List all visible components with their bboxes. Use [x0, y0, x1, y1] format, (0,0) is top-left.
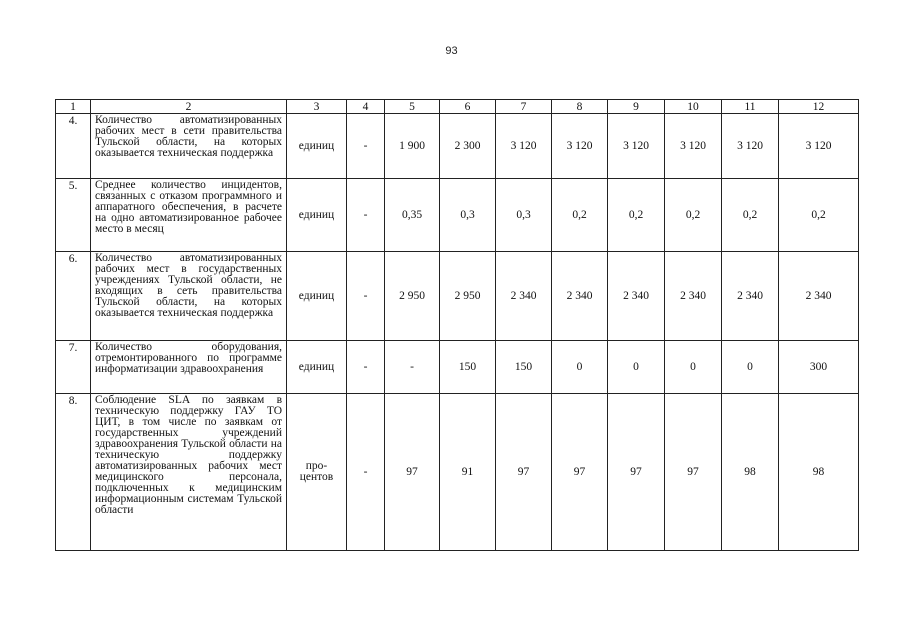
- column-number: 3: [287, 100, 347, 114]
- value-cell: 3 120: [496, 114, 552, 179]
- value-cell: 0: [665, 341, 722, 394]
- indicator-name: Соблюдение SLA по заявкам в техническую поддержку ГАУ ТО ЦИТ, в том числе по заявкам от государственных учреждений здравоохранения Тульской области на техническую поддержку автоматизированных рабочих мест медицинского персонала, подключенных к медицинским информационным системам Тульской области: [91, 394, 287, 551]
- value-cell: 0,3: [496, 179, 552, 252]
- base-value-cell: -: [347, 252, 385, 341]
- column-number: 2: [91, 100, 287, 114]
- value-cell: 98: [722, 394, 779, 551]
- unit-cell: [287, 394, 347, 551]
- table-row: [56, 252, 859, 341]
- indicator-name: Среднее количество инцидентов, связанных с отказом программного и аппаратного обеспечения, в расчете на одно автоматизированное рабочее место в месяц: [91, 179, 287, 252]
- value-cell: 0,2: [552, 179, 608, 252]
- value-cell: 2 340: [779, 252, 859, 341]
- value-cell: 0,3: [440, 179, 496, 252]
- value-cell: 2 340: [722, 252, 779, 341]
- unit-line-1: про-: [305, 460, 328, 472]
- value-cell: 97: [665, 394, 722, 551]
- value-cell: 0: [608, 341, 665, 394]
- value-cell: 0: [722, 341, 779, 394]
- unit-cell: единиц: [287, 179, 347, 252]
- indicator-name: Количество автоматизированных рабочих мест в государственных учреждениях Тульской области, не входящих в сеть правительства Тульской области, на которых оказывается техническая поддержка: [91, 252, 287, 341]
- value-cell: 300: [779, 341, 859, 394]
- value-cell: 0: [552, 341, 608, 394]
- base-value-cell: -: [347, 341, 385, 394]
- value-cell: 0,2: [779, 179, 859, 252]
- value-cell: 2 950: [385, 252, 440, 341]
- indicator-name: Количество автоматизированных рабочих мест в сети правительства Тульской области, на которых оказывается техническая поддержка: [91, 114, 287, 179]
- row-number: 7.: [56, 341, 91, 394]
- column-number: 7: [496, 100, 552, 114]
- table-row: [56, 394, 859, 551]
- value-cell: 2 340: [608, 252, 665, 341]
- indicator-name: Количество оборудования, отремонтированного по программе информатизации здравоохранения: [91, 341, 287, 394]
- value-cell: -: [385, 341, 440, 394]
- value-cell: 3 120: [722, 114, 779, 179]
- value-cell: 97: [608, 394, 665, 551]
- unit-cell: единиц: [287, 252, 347, 341]
- value-cell: 3 120: [779, 114, 859, 179]
- column-number: 12: [779, 100, 859, 114]
- column-number: 1: [56, 100, 91, 114]
- value-cell: 2 340: [665, 252, 722, 341]
- value-cell: 3 120: [608, 114, 665, 179]
- value-cell: 150: [440, 341, 496, 394]
- value-cell: 2 300: [440, 114, 496, 179]
- value-cell: 0,2: [608, 179, 665, 252]
- table-row: [56, 179, 859, 252]
- table-row: [56, 114, 859, 179]
- base-value-cell: -: [347, 179, 385, 252]
- column-number: 5: [385, 100, 440, 114]
- value-cell: 1 900: [385, 114, 440, 179]
- base-value-cell: -: [347, 394, 385, 551]
- unit-line-2: центов: [299, 471, 334, 483]
- row-number: 8.: [56, 394, 91, 551]
- value-cell: 2 950: [440, 252, 496, 341]
- value-cell: 97: [552, 394, 608, 551]
- value-cell: 91: [440, 394, 496, 551]
- row-number: 4.: [56, 114, 91, 179]
- row-number: 5.: [56, 179, 91, 252]
- value-cell: 97: [385, 394, 440, 551]
- unit-cell: единиц: [287, 341, 347, 394]
- value-cell: 97: [496, 394, 552, 551]
- table-row: [56, 341, 859, 394]
- unit-cell: единиц: [287, 114, 347, 179]
- row-number: 6.: [56, 252, 91, 341]
- base-value-cell: -: [347, 114, 385, 179]
- value-cell: 2 340: [552, 252, 608, 341]
- value-cell: 3 120: [552, 114, 608, 179]
- column-number: 10: [665, 100, 722, 114]
- column-number: 9: [608, 100, 665, 114]
- column-number: 11: [722, 100, 779, 114]
- value-cell: 98: [779, 394, 859, 551]
- column-number: 4: [347, 100, 385, 114]
- value-cell: 0,2: [722, 179, 779, 252]
- column-number: 8: [552, 100, 608, 114]
- value-cell: 150: [496, 341, 552, 394]
- value-cell: 3 120: [665, 114, 722, 179]
- table-header-row: [56, 100, 859, 114]
- column-number: 6: [440, 100, 496, 114]
- page-number: 93: [445, 45, 458, 57]
- value-cell: 2 340: [496, 252, 552, 341]
- value-cell: 0,2: [665, 179, 722, 252]
- indicators-table: [55, 99, 859, 551]
- value-cell: 0,35: [385, 179, 440, 252]
